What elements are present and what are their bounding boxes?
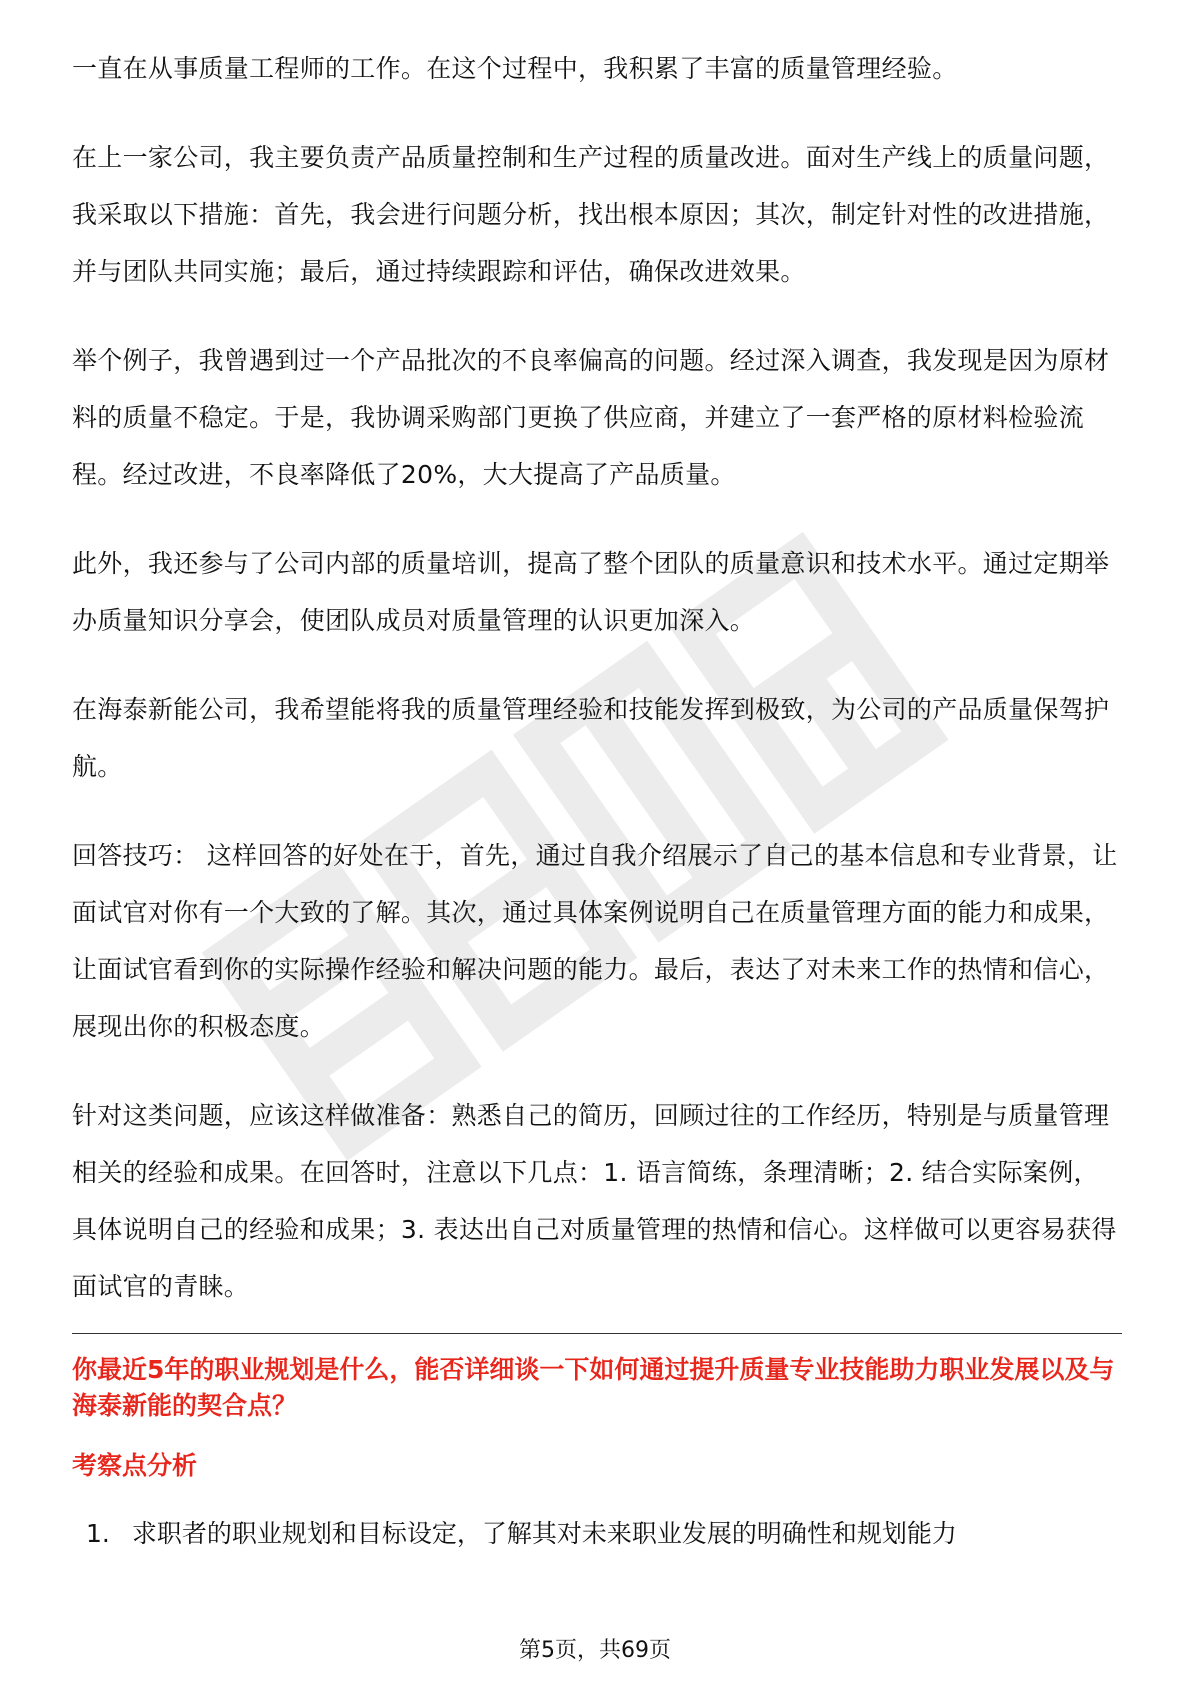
page-number: 第5页，共69页 [515,1638,675,1663]
paragraph: 针对这类问题，应该这样做准备：熟悉自己的简历，回顾过往的工作经历，特别是与质量管理相关的经验和成果。在回答时，注意以下几点：1. 语言简练，条理清晰；2. 结合实际案例，具体说明自己的经验和成果；3. 表达出自己对质量管理的热情和信心。这样做可以更容易获得面试官的青睐。 [72,1101,1117,1301]
paragraph: 一直在从事质量工程师的工作。在这个过程中，我积累了丰富的质量管理经验。 [72,54,958,83]
paragraph: 在上一家公司，我主要负责产品质量控制和生产过程的质量改进。面对生产线上的质量问题，我采取以下措施：首先，我会进行问题分析，找出根本原因；其次，制定针对性的改进措施，并与团队共同实施；最后，通过持续跟踪和评估，确保改进效果。 [72,143,1110,286]
paragraph: 举个例子，我曾遇到过一个产品批次的不良率偏高的问题。经过深入调查，我发现是因为原材料的质量不稳定。于是，我协调采购部门更换了供应商，并建立了一套严格的原材料检验流程。经过改进，不良率降低了20%，大大提高了产品质量。 [72,346,1110,489]
interview-question: 你最近5年的职业规划是什么，能否详细谈一下如何通过提升质量专业技能助力职业发展以及与海泰新能的契合点？ [72,1355,1115,1420]
list-item [86,1514,1122,1554]
paragraph: 在海泰新能公司，我希望能将我的质量管理经验和技能发挥到极致，为公司的产品质量保驾护航。 [72,695,1110,781]
analysis-heading: 考察点分析 [72,1451,198,1480]
paragraph: 此外，我还参与了公司内部的质量培训，提高了整个团队的质量意识和技术水平。通过定期举办质量知识分享会，使团队成员对质量管理的认识更加深入。 [72,549,1110,635]
paragraph: 回答技巧： 这样回答的好处在于，首先，通过自我介绍展示了自己的基本信息和专业背景，让面试官对你有一个大致的了解。其次，通过具体案例说明自己在质量管理方面的能力和成果，让面试官看到你的实际操作经验和解决问题的能力。最后，表达了对未来工作的热情和信心，展现出你的积极态度。 [72,841,1118,1041]
list-item-text: 求职者的职业规划和目标设定，了解其对未来职业发展的明确性和规划能力 [131,1519,957,1548]
list-item-number: 1. [86,1519,110,1548]
document-body [72,40,1122,1554]
page-footer [0,1636,1190,1666]
section-divider [72,1333,1122,1334]
